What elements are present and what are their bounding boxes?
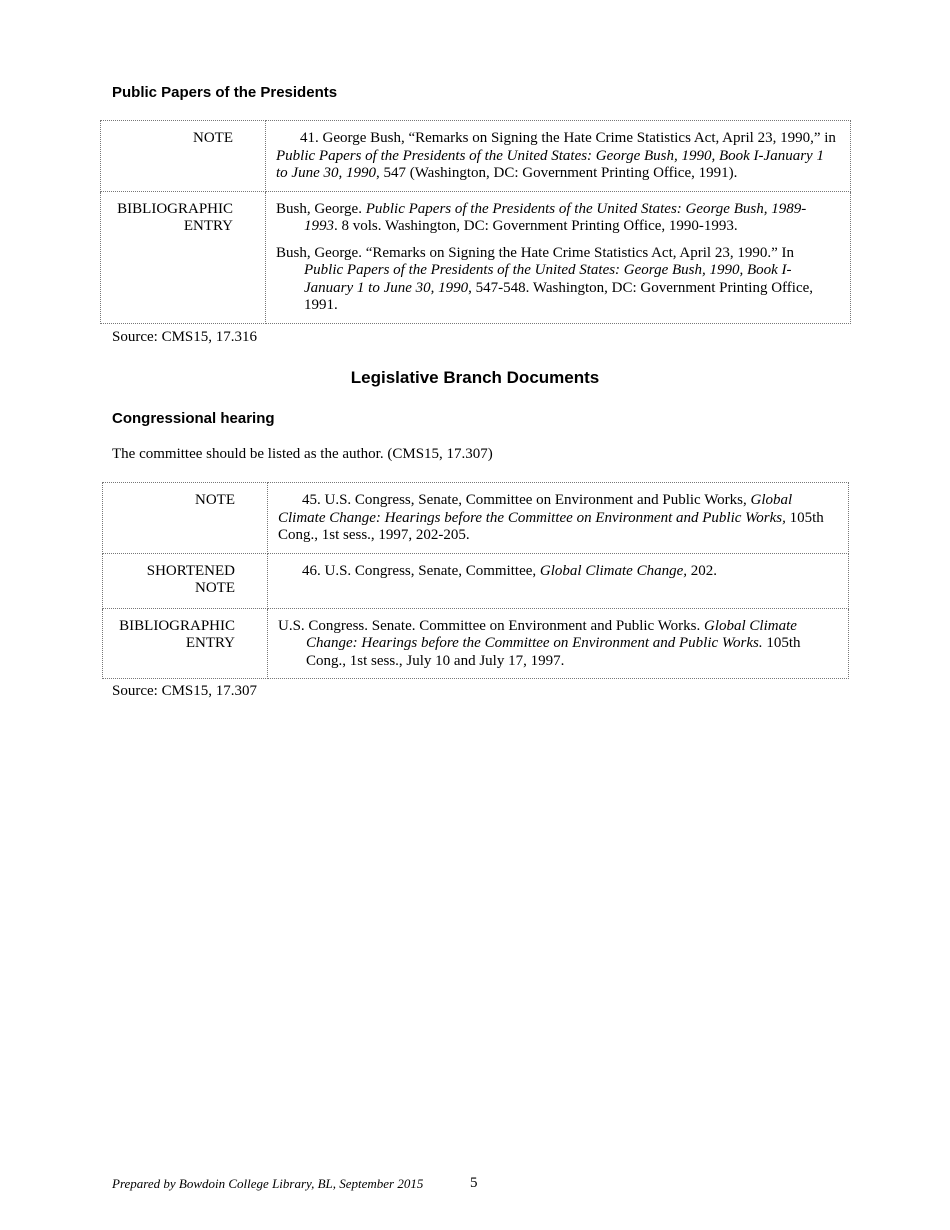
bibliographic-content bbox=[266, 191, 851, 323]
note-text-part: 202. bbox=[686, 562, 717, 579]
bib-label-line2: ENTRY bbox=[185, 635, 235, 651]
bib-entry-2 bbox=[276, 245, 836, 315]
note-text-part: 46. U.S. Congress, Senate, Committee, bbox=[302, 562, 540, 579]
bib-text-part: Bush, George. “Remarks on Signing the Hate Crime Statistics Act, April 23, 1990.” In bbox=[276, 244, 794, 261]
bib-label-line1: BIBLIOGRAPHIC bbox=[119, 617, 235, 634]
note-content bbox=[268, 483, 849, 554]
citation-table-public-papers bbox=[100, 120, 851, 324]
note-text-title: Global Climate Change, bbox=[539, 562, 687, 579]
bib-text-part: 105th Cong., 1st sess., July 10 and July 17, 1997. bbox=[306, 635, 801, 669]
note-text-title: Public Papers of the Presidents of the United States: George Bush, 1990, Book I-January 1 to June 30, 1990 bbox=[276, 147, 824, 181]
table-row-note bbox=[101, 121, 851, 192]
source-note-public-papers: Source: CMS15, 17.316 bbox=[112, 329, 258, 345]
page-number: 5 bbox=[470, 1175, 478, 1191]
bibliographic-content bbox=[268, 608, 849, 679]
note-text bbox=[278, 492, 834, 545]
table-row-note bbox=[103, 483, 849, 554]
bib-text-title: Global Climate Change: Hearings before the Committee on Environment and Public Works. bbox=[306, 617, 797, 651]
row-label-note bbox=[103, 483, 268, 554]
table-row-shortened-note bbox=[103, 553, 849, 608]
note-label: NOTE bbox=[195, 492, 235, 508]
source-note-congressional-hearing: Source: CMS15, 17.307 bbox=[112, 683, 258, 699]
note-label: NOTE bbox=[193, 130, 233, 146]
bib-text-part: , 547-548. Washington, DC: Government Printing Office, 1991. bbox=[304, 279, 814, 313]
section-heading-public-papers: Public Papers of the Presidents bbox=[112, 84, 338, 101]
row-label-note bbox=[101, 121, 266, 192]
note-text-part: , 547 (Washington, DC: Government Printing Office, 1991). bbox=[375, 165, 738, 181]
bib-label-line1: BIBLIOGRAPHIC bbox=[117, 200, 233, 217]
subheading-congressional-hearing: Congressional hearing bbox=[112, 410, 275, 427]
note-text-part: 45. U.S. Congress, Senate, Committee on Environment and Public Works, bbox=[302, 492, 751, 508]
row-label-shortened-note bbox=[103, 553, 268, 608]
citation-table-congressional-hearing bbox=[102, 482, 849, 679]
section-heading-legislative: Legislative Branch Documents bbox=[350, 368, 600, 387]
note-text-part: 105th Cong., 1st sess., 1997, 202-205. bbox=[278, 509, 824, 543]
note-content bbox=[266, 121, 851, 192]
row-label-bibliographic-entry bbox=[103, 608, 268, 679]
table-row-bibliographic-entry bbox=[101, 191, 851, 323]
row-label-bibliographic-entry bbox=[101, 191, 266, 323]
bib-text-part: U.S. Congress. Senate. Committee on Environment and Public Works. bbox=[278, 617, 704, 634]
short-label-line2: NOTE bbox=[195, 580, 235, 596]
bib-label-line2: ENTRY bbox=[183, 218, 233, 234]
intro-text: The committee should be listed as the author. (CMS15, 17.307) bbox=[112, 446, 493, 462]
bib-text-title: Public Papers of the Presidents of the United States: George Bush, 1989-1993 bbox=[304, 200, 807, 234]
note-text bbox=[276, 130, 836, 183]
note-text-part: 41. George Bush, “Remarks on Signing the Hate Crime Statistics Act, April 23, 1990,” in bbox=[300, 130, 836, 146]
bib-text-title: Public Papers of the Presidents of the United States: George Bush, 1990, Book I-January 1 to June 30, 1990 bbox=[304, 262, 792, 296]
shortened-note-content bbox=[268, 553, 849, 608]
shortened-note-text bbox=[278, 563, 834, 581]
short-label-line1: SHORTENED bbox=[146, 562, 235, 579]
note-text-title: Global Climate Change: Hearings before the Committee on Environment and Public Works, bbox=[278, 492, 793, 526]
table-row-bibliographic-entry bbox=[103, 608, 849, 679]
footer-credit: Prepared by Bowdoin College Library, BL, September 2015 bbox=[112, 1176, 424, 1191]
bib-entry bbox=[278, 618, 834, 671]
bib-text-part: Bush, George. bbox=[276, 200, 366, 217]
bib-text-part: . 8 vols. Washington, DC: Government Printing Office, 1990-1993. bbox=[334, 218, 738, 234]
bib-entry-1 bbox=[276, 201, 836, 236]
